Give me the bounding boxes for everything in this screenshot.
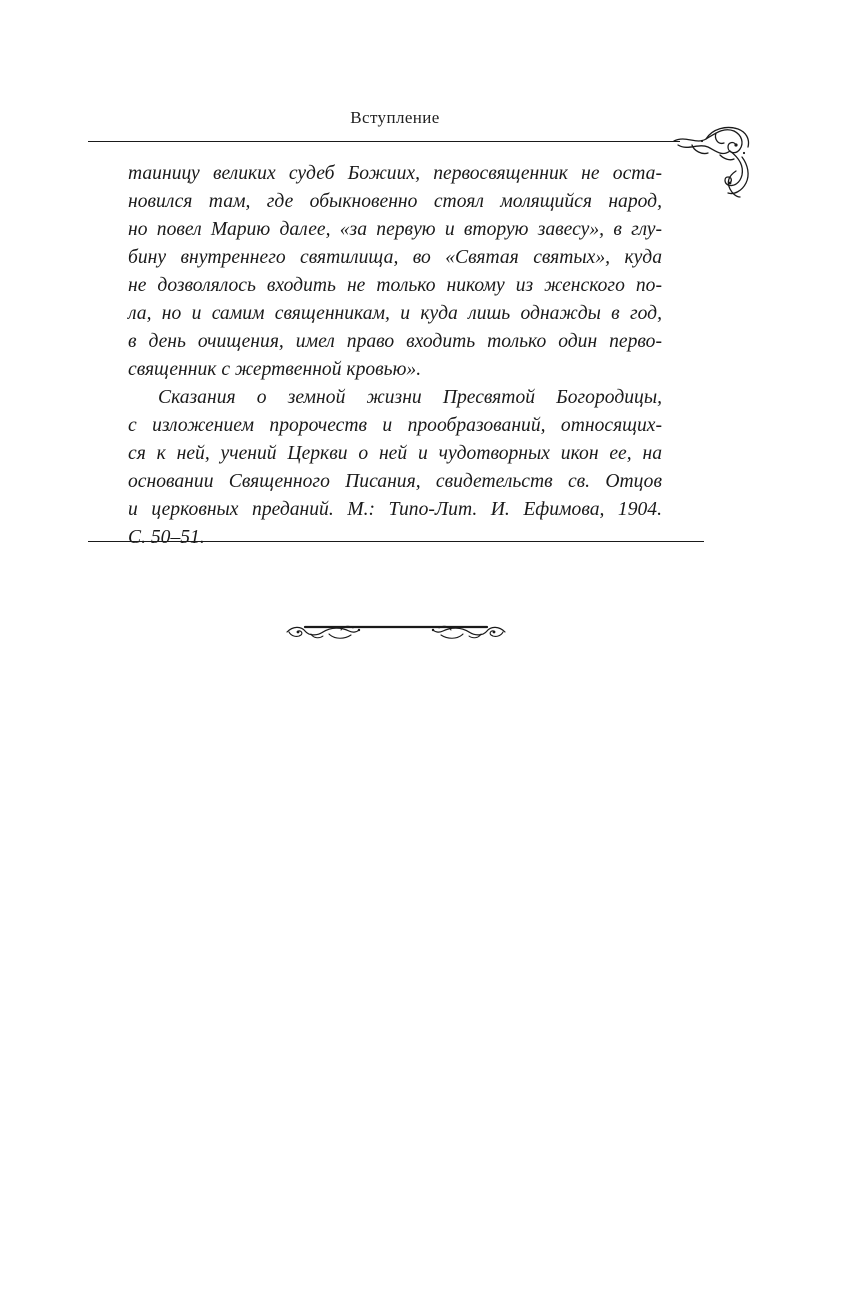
citation-line-1: Сказания о земной жизни Пресвятой Богородицы,	[158, 387, 662, 408]
citation-line-3: ся к ней, учений Церкви о ней и чудотворных икон ее, на	[128, 443, 662, 464]
citation-line-6: С. 50–51.	[128, 527, 205, 548]
citation-line-5: и церковных преданий. М.: Типо-Лит. И. Ефимова, 1904.	[128, 499, 662, 520]
running-head: Вступление	[350, 108, 440, 127]
paragraph-line-3: но повел Марию далее, «за первую и вторую завесу», в глу-	[128, 219, 662, 240]
body-text	[128, 160, 662, 552]
citation-line-2: с изложением пророчеств и прообразований, относящих-	[128, 415, 662, 436]
paragraph-line-7: в день очищения, имел право входить только один перво-	[128, 331, 662, 352]
corner-flourish-icon	[672, 121, 754, 199]
scroll-divider-icon	[285, 620, 507, 642]
paragraph-line-1: таиницу великих судеб Божиих, первосвященник не оста-	[128, 163, 662, 184]
paragraph-line-2: новился там, где обыкновенно стоял молящийся народ,	[128, 191, 662, 212]
header-rule	[88, 141, 680, 142]
paragraph-line-6: ла, но и самим священникам, и куда лишь однажды в год,	[128, 303, 662, 324]
paragraph-line-8: священник с жертвенной кровью».	[128, 359, 422, 380]
citation-line-4: основании Священного Писания, свидетельств св. Отцов	[128, 471, 662, 492]
paragraph-line-4: бину внутреннего святилища, во «Святая святых», куда	[128, 247, 662, 268]
footer-rule	[88, 541, 704, 542]
paragraph-line-5: не дозволялось входить не только никому из женского по-	[128, 275, 662, 296]
